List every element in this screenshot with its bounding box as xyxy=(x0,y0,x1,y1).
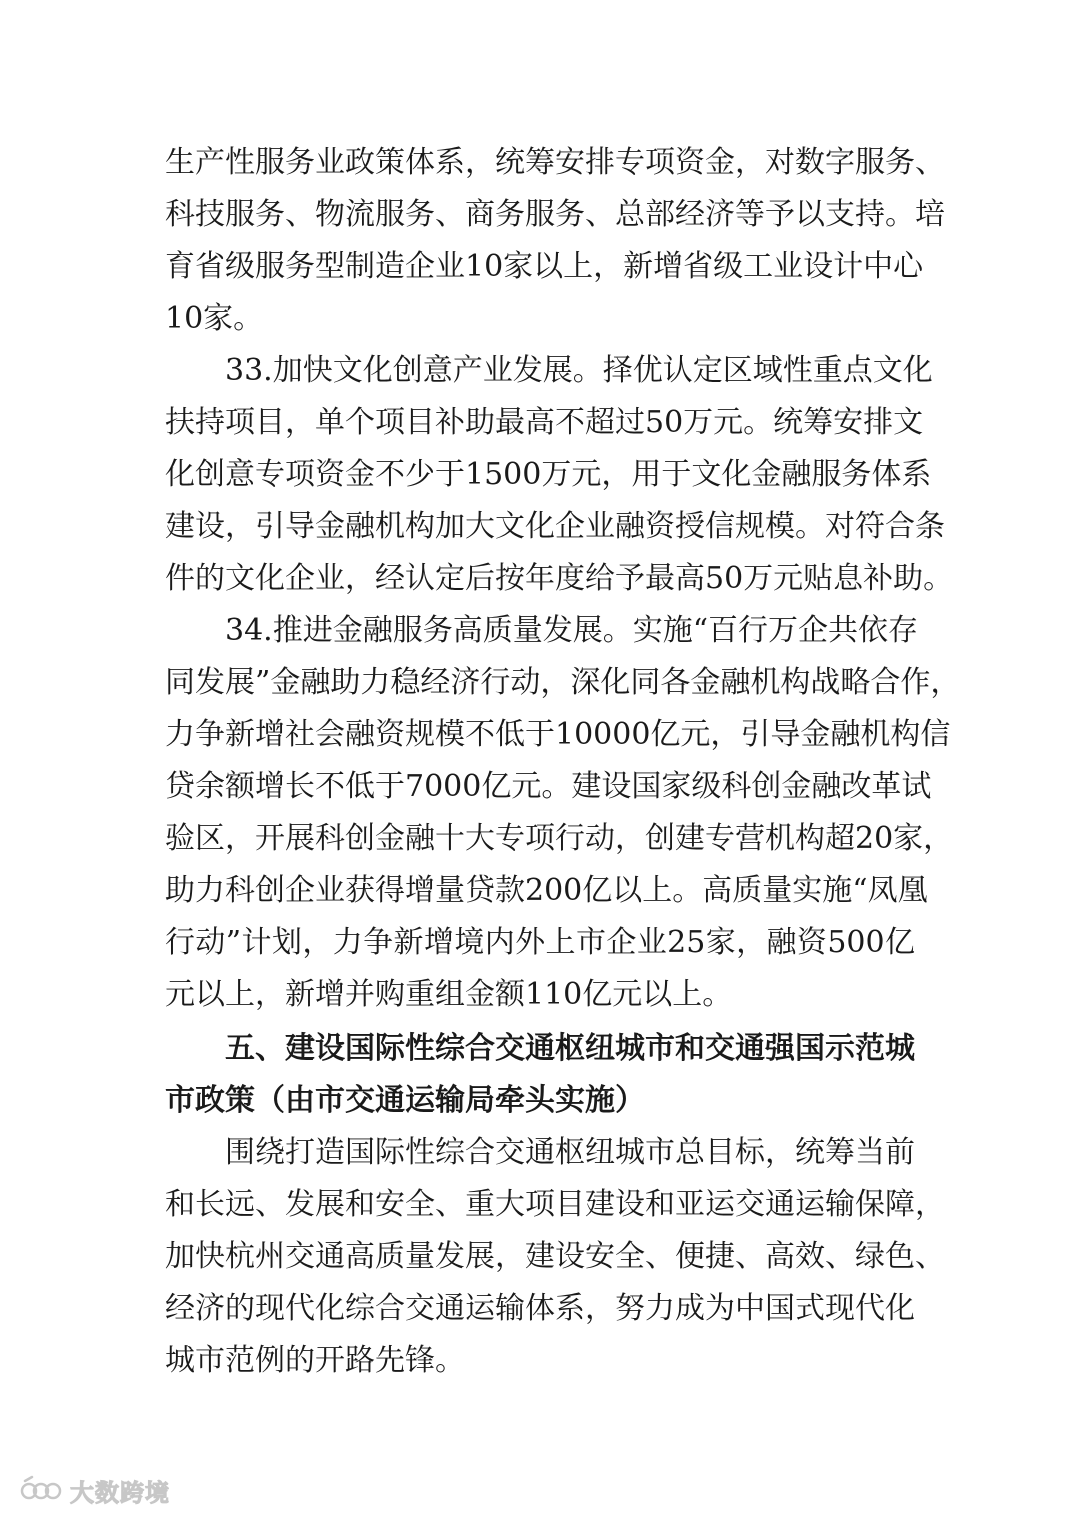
paragraph-line: 件的文化企业，经认定后按年度给予最高50万元贴息补助。 xyxy=(165,561,954,596)
paragraph-line: 扶持项目，单个项目补助最高不超过50万元。统筹安排文 xyxy=(165,405,924,440)
paragraph-line: 生产性服务业政策体系，统筹安排专项资金，对数字服务、 xyxy=(165,145,945,180)
watermark-text: 大数跨境 xyxy=(70,1478,170,1507)
paragraph-line: 验区，开展科创金融十大专项行动，创建专营机构超20家， xyxy=(165,821,954,856)
watermark-logo-icon xyxy=(20,1475,64,1505)
paragraph-line: 科技服务、物流服务、商务服务、总部经济等予以支持。培 xyxy=(165,197,945,232)
paragraph-line: 和长远、发展和安全、重大项目建设和亚运交通运输保障， xyxy=(165,1187,945,1222)
paragraph-line: 助力科创企业获得增量贷款200亿以上。高质量实施“凤凰 xyxy=(165,873,928,908)
paragraph-line: 建设，引导金融机构加大文化企业融资授信规模。对符合条 xyxy=(165,509,945,544)
watermark xyxy=(20,1472,170,1508)
paragraph-line: 育省级服务型制造企业10家以上，新增省级工业设计中心 xyxy=(165,249,924,284)
paragraph-line: 33.加快文化创意产业发展。择优认定区域性重点文化 xyxy=(225,353,933,388)
paragraph-line: 化创意专项资金不少于1500万元，用于文化金融服务体系 xyxy=(165,457,932,492)
paragraph-line: 元以上，新增并购重组金额110亿元以上。 xyxy=(165,977,733,1012)
paragraph-line: 城市范例的开路先锋。 xyxy=(165,1343,465,1378)
section-heading-line: 市政策（由市交通运输局牵头实施） xyxy=(165,1083,645,1118)
paragraph-line: 34.推进金融服务高质量发展。实施“百行万企共依存 xyxy=(225,613,919,648)
paragraph-line: 围绕打造国际性综合交通枢纽城市总目标，统筹当前 xyxy=(225,1135,915,1170)
paragraph-line: 加快杭州交通高质量发展，建设安全、便捷、高效、绿色、 xyxy=(165,1239,945,1274)
paragraph-line: 贷余额增长不低于7000亿元。建设国家级科创金融改革试 xyxy=(165,769,932,804)
section-heading-line: 五、建设国际性综合交通枢纽城市和交通强国示范城 xyxy=(225,1031,915,1066)
paragraph-line: 行动”计划，力争新增境内外上市企业25家，融资500亿 xyxy=(165,925,915,960)
paragraph-line: 10家。 xyxy=(165,301,264,336)
paragraph-line: 经济的现代化综合交通运输体系，努力成为中国式现代化 xyxy=(165,1291,915,1326)
paragraph-line: 力争新增社会融资规模不低于10000亿元，引导金融机构信 xyxy=(165,717,951,752)
paragraph-line: 同发展”金融助力稳经济行动，深化同各金融机构战略合作， xyxy=(165,665,961,700)
